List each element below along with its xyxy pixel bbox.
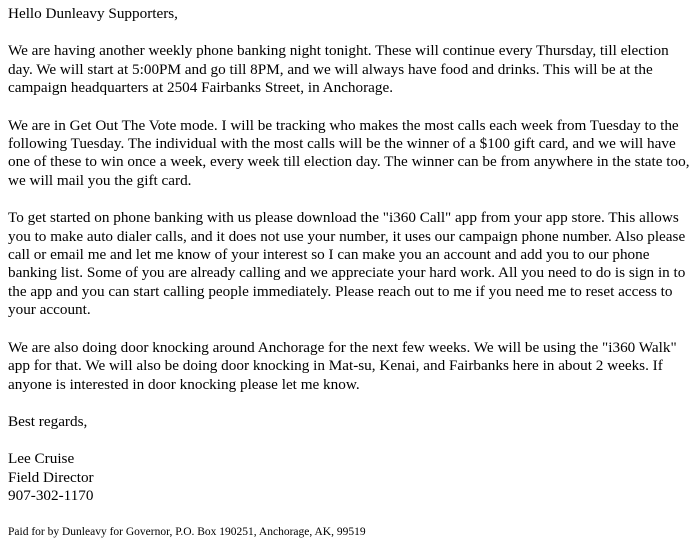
email-signature [8,450,692,505]
signature-phone: 907-302-1170 [8,487,94,505]
paid-for-disclaimer: Paid for by Dunleavy for Governor, P.O. Box 190251, Anchorage, AK, 99519 [8,525,366,538]
paragraph-get-out-the-vote: We are in Get Out The Vote mode. I will be tracking who makes the most calls each week from Tuesday to the following Tuesday. The individual with the most calls will be the winner of a $100 gift card, and we will have one of these to win once a week, every week till election day. The winner can be from anywhere in the state too, we will mail you the gift card. [8,116,690,189]
signature-title: Field Director [8,468,94,486]
paragraph-door-knocking: We are also doing door knocking around Anchorage for the next few weeks. We will be using the "i360 Walk" app for that. We will also be doing door knocking in Mat-su, Kenai, and Fairbanks here in about 2 weeks. If anyone is interested in door knocking please let me know. [8,338,677,393]
paragraph-i360-call-app: To get started on phone banking with us please download the "i360 Call" app from your app store. This allows you to make auto dialer calls, and it does not use your number, it uses our campaign phone number. Also please call or email me and let me know of your interest so I can make you an account and add you to our phone banking list. Some of you are already calling and we appreciate your hard work. All you need to do is sign in to the app and you can start calling people immediately. Please reach out to me if you need me to reset access to your account. [8,209,686,319]
paragraph-phone-banking-night: We are having another weekly phone banking night tonight. These will continue every Thursday, till election day. We will start at 5:00PM and go till 8PM, and we will always have food and drinks. This will be at the campaign headquarters at 2504 Fairbanks Street, in Anchorage. [8,42,669,97]
email-greeting: Hello Dunleavy Supporters, [8,5,178,22]
signature-name: Lee Cruise [8,450,75,468]
email-closing: Best regards, [8,412,88,430]
